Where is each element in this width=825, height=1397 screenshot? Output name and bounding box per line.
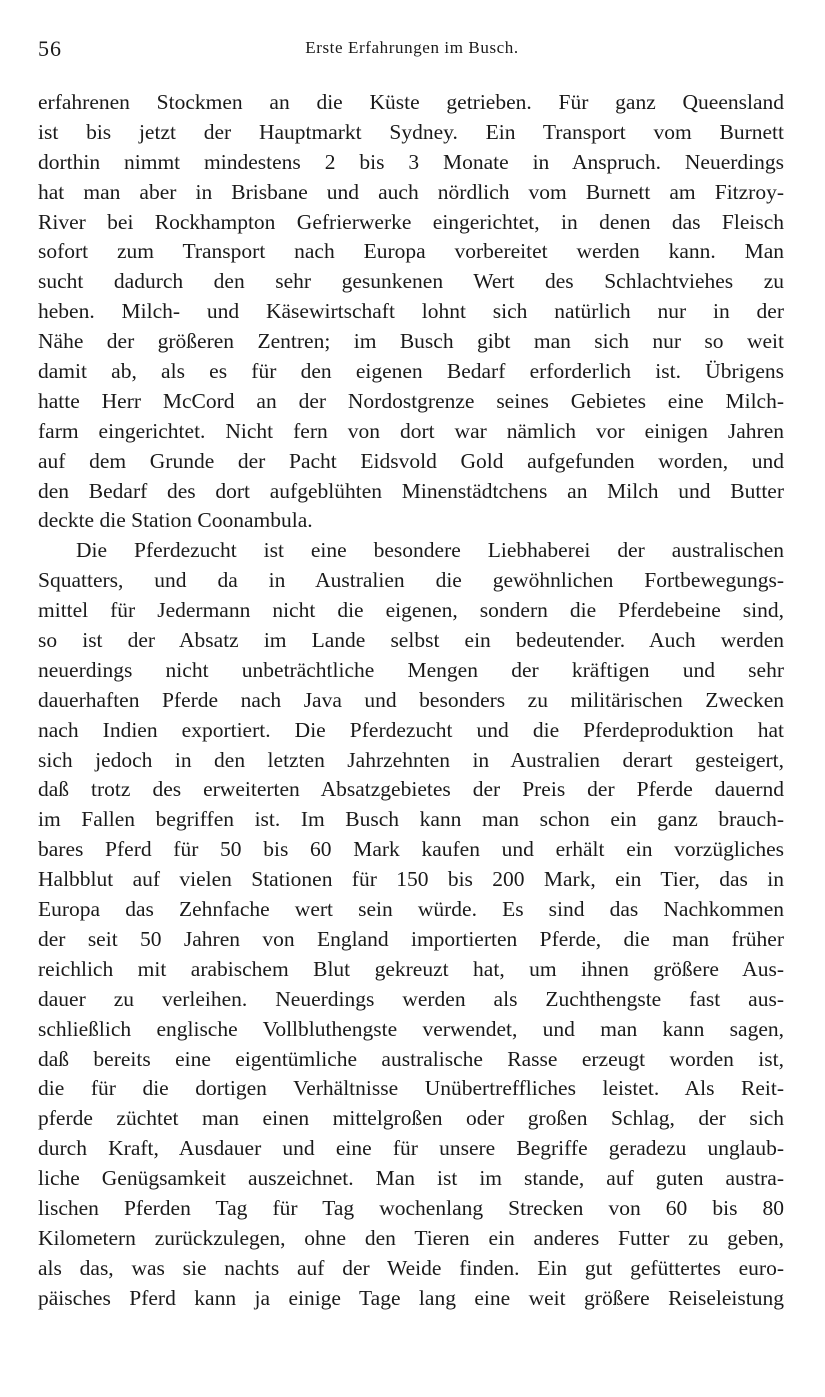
text-line: so ist der Absatz im Lande selbst ein bedeutender. Auch werden: [38, 628, 784, 653]
text-line: sich jedoch in den letzten Jahrzehnten in Australien derart gesteigert,: [38, 747, 784, 772]
text-line: bares Pferd für 50 bis 60 Mark kaufen und erhält ein vorzügliches: [38, 837, 784, 862]
text-line: im Fallen begriffen ist. Im Busch kann man schon ein ganz brauch-: [38, 807, 784, 832]
text-line: River bei Rockhampton Gefrierwerke eingerichtet, in denen das Fleisch: [38, 209, 784, 234]
text-line: schließlich englische Vollbluthengste verwendet, und man kann sagen,: [38, 1016, 784, 1041]
text-line: lischen Pferden Tag für Tag wochenlang Strecken von 60 bis 80: [38, 1195, 784, 1220]
text-line: heben. Milch- und Käsewirtschaft lohnt sich natürlich nur in der: [38, 299, 784, 324]
text-line: Halbblut auf vielen Stationen für 150 bis 200 Mark, ein Tier, das in: [38, 867, 784, 892]
text-line: Nähe der größeren Zentren; im Busch gibt man sich nur so weit: [38, 329, 784, 354]
text-line: Die Pferdezucht ist eine besondere Liebhaberei der australischen: [76, 538, 784, 563]
text-line: Kilometern zurückzulegen, ohne den Tieren ein anderes Futter zu geben,: [38, 1225, 784, 1250]
text-line: sofort zum Transport nach Europa vorbereitet werden kann. Man: [38, 239, 784, 264]
text-line: deckte die Station Coonambula.: [38, 508, 313, 533]
text-line: reichlich mit arabischem Blut gekreuzt hat, um ihnen größere Aus-: [38, 956, 784, 981]
text-line: den Bedarf des dort aufgeblühten Minenstädtchens an Milch und Butter: [38, 478, 784, 503]
paragraph: [38, 536, 784, 1313]
text-line: daß bereits eine eigentümliche australische Rasse erzeugt worden ist,: [38, 1046, 784, 1071]
text-line: die für die dortigen Verhältnisse Unübertreffliches leistet. Als Reit-: [38, 1076, 784, 1101]
text-line: auf dem Grunde der Pacht Eidsvold Gold aufgefunden worden, und: [38, 448, 784, 473]
text-line: dauer zu verleihen. Neuerdings werden als Zuchthengste fast aus-: [38, 986, 784, 1011]
text-line: Europa das Zehnfache wert sein würde. Es sind das Nachkommen: [38, 897, 784, 922]
text-line: hat man aber in Brisbane und auch nördlich vom Burnett am Fitzroy-: [38, 179, 784, 204]
running-head: [38, 36, 786, 66]
text-line: päisches Pferd kann ja einige Tage lang eine weit größere Reiseleistung: [38, 1285, 784, 1310]
text-line: ist bis jetzt der Hauptmarkt Sydney. Ein Transport vom Burnett: [38, 119, 784, 144]
body-text: [38, 88, 784, 1314]
text-line: damit ab, als es für den eigenen Bedarf erforderlich ist. Übrigens: [38, 359, 784, 384]
text-line: mittel für Jedermann nicht die eigenen, sondern die Pferdebeine sind,: [38, 598, 784, 623]
text-line: hatte Herr McCord an der Nordostgrenze seines Gebietes eine Milch-: [38, 388, 784, 413]
text-line: nach Indien exportiert. Die Pferdezucht und die Pferdeproduktion hat: [38, 717, 784, 742]
text-line: als das, was sie nachts auf der Weide finden. Ein gut gefüttertes euro-: [38, 1255, 784, 1280]
page-number: 56: [38, 36, 62, 61]
text-line: daß trotz des erweiterten Absatzgebietes der Preis der Pferde dauernd: [38, 777, 784, 802]
text-line: farm eingerichtet. Nicht fern von dort war nämlich vor einigen Jahren: [38, 418, 784, 443]
paragraph: [38, 88, 784, 536]
text-line: der seit 50 Jahren von England importierten Pferde, die man früher: [38, 926, 784, 951]
text-line: Squatters, und da in Australien die gewöhnlichen Fortbewegungs-: [38, 568, 784, 593]
text-line: sucht dadurch den sehr gesunkenen Wert des Schlachtviehes zu: [38, 269, 784, 294]
text-line: durch Kraft, Ausdauer und eine für unsere Begriffe geradezu unglaub-: [38, 1136, 784, 1161]
running-title: Erste Erfahrungen im Busch.: [305, 38, 519, 57]
text-line: erfahrenen Stockmen an die Küste getrieben. Für ganz Queensland: [38, 90, 784, 114]
text-line: dauerhaften Pferde nach Java und besonders zu militärischen Zwecken: [38, 687, 784, 712]
text-line: pferde züchtet man einen mittelgroßen oder großen Schlag, der sich: [38, 1106, 784, 1131]
text-line: neuerdings nicht unbeträchtliche Mengen der kräftigen und sehr: [38, 657, 784, 682]
text-line: liche Genügsamkeit auszeichnet. Man ist im stande, auf guten austra-: [38, 1166, 784, 1191]
text-line: dorthin nimmt mindestens 2 bis 3 Monate in Anspruch. Neuerdings: [38, 149, 784, 174]
